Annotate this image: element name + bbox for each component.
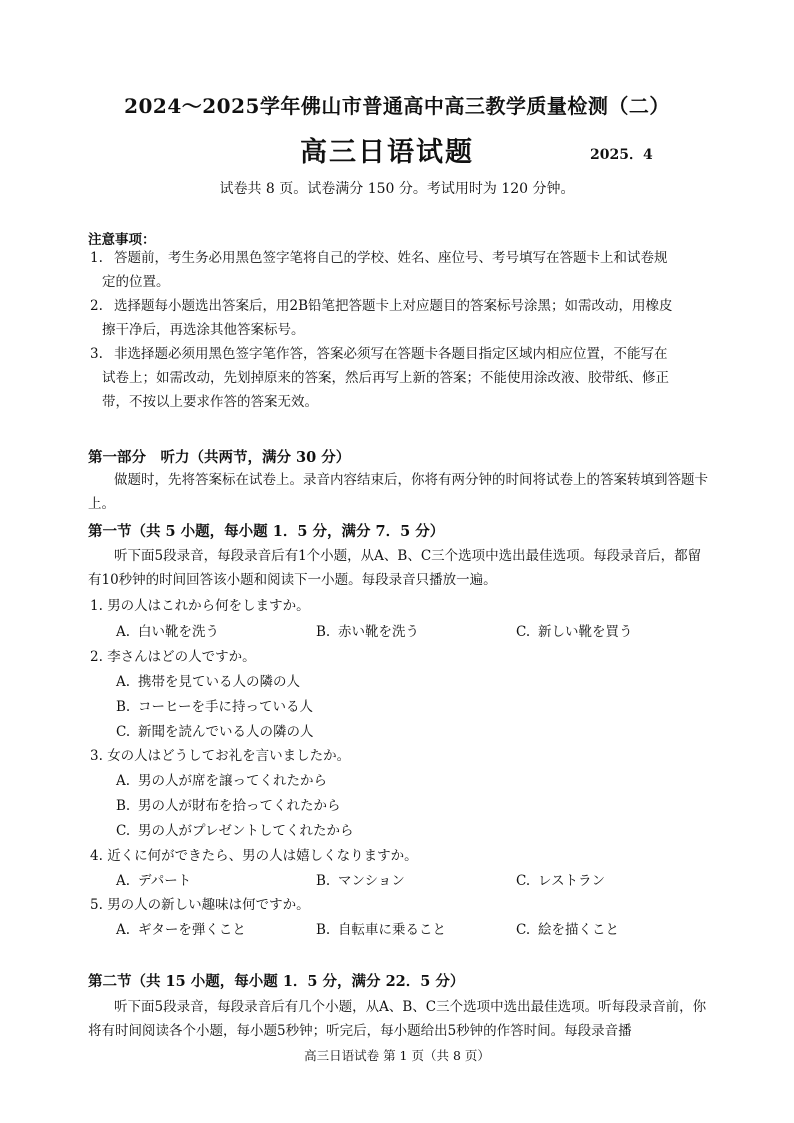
option-text: 男の人が財布を拾ってくれたから — [138, 798, 341, 814]
option-label: B. — [316, 922, 331, 938]
option-text: 白い靴を洗う — [138, 624, 219, 640]
question-4 — [90, 844, 418, 864]
section2-heading: 第二节（共 15 小题，每小题 1．5 分，满分 22．5 分） — [88, 973, 465, 990]
question-text: 女の人はどうしてお礼を言いましたか。 — [107, 748, 351, 764]
question-1 — [90, 594, 310, 614]
question-number: 4. — [90, 848, 103, 864]
option-label: B. — [116, 798, 131, 814]
question-number: 3. — [90, 748, 103, 764]
option-label: A. — [116, 624, 131, 640]
note-number: 2. — [90, 298, 103, 314]
question-5 — [90, 893, 310, 913]
note-text: 定的位置。 — [102, 274, 170, 290]
question-text: 李さんはどの人ですか。 — [107, 649, 256, 665]
option-label: C. — [516, 873, 531, 889]
q2-option-c[interactable] — [116, 720, 314, 740]
question-text: 男の人はこれから何をしますか。 — [107, 598, 310, 614]
option-label: B. — [316, 873, 331, 889]
note-item-3 — [90, 342, 720, 414]
question-number: 2. — [90, 649, 103, 665]
option-label: C. — [516, 624, 531, 640]
note-number: 3. — [90, 346, 103, 362]
q4-option-c[interactable] — [516, 869, 605, 889]
option-text: 男の人がプレゼントしてくれたから — [138, 823, 354, 839]
question-text: 男の人の新しい趣味は何ですか。 — [107, 897, 310, 913]
part1-intro: 做题时，先将答案标在试卷上。录音内容结束后，你将有两分钟的时间将试卷上的答案转填到答题卡上。 — [88, 472, 708, 512]
note-item-2 — [90, 294, 720, 342]
q4-option-a[interactable] — [116, 869, 191, 889]
q1-option-b[interactable] — [316, 620, 419, 640]
exam-date: 2025．4 — [590, 147, 653, 163]
q2-option-b[interactable] — [116, 695, 313, 715]
q4-option-b[interactable] — [316, 869, 405, 889]
question-3 — [90, 744, 350, 764]
subject-title: 高三日语试题 — [300, 137, 474, 168]
option-text: 新聞を読んでいる人の隣の人 — [138, 724, 314, 740]
option-label: B. — [116, 699, 131, 715]
option-label: A. — [116, 773, 131, 789]
option-text: 携帯を見ている人の隣の人 — [138, 674, 300, 690]
option-text: レストラン — [538, 873, 606, 889]
question-number: 1. — [90, 598, 103, 614]
note-text: 非选择题必须用黑色签字笔作答，答案必须写在答题卡各题目指定区域内相应位置，不能写在 — [114, 346, 668, 362]
note-number: 1. — [90, 250, 103, 266]
note-text: 擦干净后，再选涂其他答案标号。 — [102, 322, 305, 338]
note-text: 选择题每小题选出答案后，用2B铅笔把答题卡上对应题目的答案标号涂黑；如需改动，用橡皮 — [114, 298, 673, 314]
option-text: 赤い靴を洗う — [338, 624, 419, 640]
exam-meta: 试卷共 8 页。试卷满分 150 分。考试用时为 120 分钟。 — [219, 181, 575, 197]
section1-intro: 听下面5段录音，每段录音后有1个小题，从A、B、C三个选项中选出最佳选项。每段录音后，都留有10秒钟的时间回答该小题和阅读下一小题。每段录音只播放一遍。 — [88, 548, 702, 588]
option-label: C. — [116, 724, 131, 740]
option-text: 新しい靴を買う — [538, 624, 633, 640]
q1-option-a[interactable] — [116, 620, 219, 640]
option-label: A. — [116, 674, 131, 690]
note-text: 答题前，考生务必用黑色签字笔将自己的学校、姓名、座位号、考号填写在答题卡上和试卷规 — [114, 250, 668, 266]
note-text: 试卷上；如需改动，先划掉原来的答案，然后再写上新的答案；不能使用涂改液、胶带纸、修正 — [102, 370, 669, 386]
option-text: マンション — [338, 873, 405, 889]
part1-heading: 第一部分 听力（共两节，满分 30 分） — [88, 449, 351, 466]
question-text: 近くに何ができたら、男の人は嬉しくなりますか。 — [107, 848, 418, 864]
q5-option-a[interactable] — [116, 918, 246, 938]
note-item-1 — [90, 246, 720, 294]
note-text: 带，不按以上要求作答的答案无效。 — [102, 394, 318, 410]
exam-title: 2024～2025学年佛山市普通高中高三教学质量检测（二） — [124, 94, 670, 118]
option-text: コーヒーを手に持っている人 — [138, 699, 313, 715]
option-text: 男の人が席を譲ってくれたから — [138, 773, 327, 789]
option-text: 自転車に乗ること — [338, 922, 446, 938]
option-label: C. — [116, 823, 131, 839]
q2-option-a[interactable] — [116, 670, 300, 690]
q5-option-c[interactable] — [516, 918, 619, 938]
option-text: デパート — [138, 873, 192, 889]
section2-intro: 听下面5段录音，每段录音后有几个小题，从A、B、C三个选项中选出最佳选项。听每段录音前，你将有时间阅读各个小题，每小题5秒钟；听完后，每小题给出5秒钟的作答时间。每段录音播 — [88, 999, 707, 1039]
page-footer: 高三日语试卷 第 1 页（共 8 页） — [304, 1048, 490, 1063]
q5-option-b[interactable] — [316, 918, 446, 938]
q1-option-c[interactable] — [516, 620, 633, 640]
question-number: 5. — [90, 897, 103, 913]
option-label: A. — [116, 873, 131, 889]
option-label: B. — [316, 624, 331, 640]
q3-option-b[interactable] — [116, 794, 341, 814]
option-text: ギターを弾くこと — [138, 922, 246, 938]
q3-option-a[interactable] — [116, 769, 327, 789]
notes-heading: 注意事项： — [88, 232, 156, 248]
option-label: A. — [116, 922, 131, 938]
option-text: 絵を描くこと — [538, 922, 619, 938]
section1-heading: 第一节（共 5 小题，每小题 1．5 分，满分 7．5 分） — [88, 523, 445, 540]
question-2 — [90, 645, 256, 665]
option-label: C. — [516, 922, 531, 938]
q3-option-c[interactable] — [116, 819, 353, 839]
